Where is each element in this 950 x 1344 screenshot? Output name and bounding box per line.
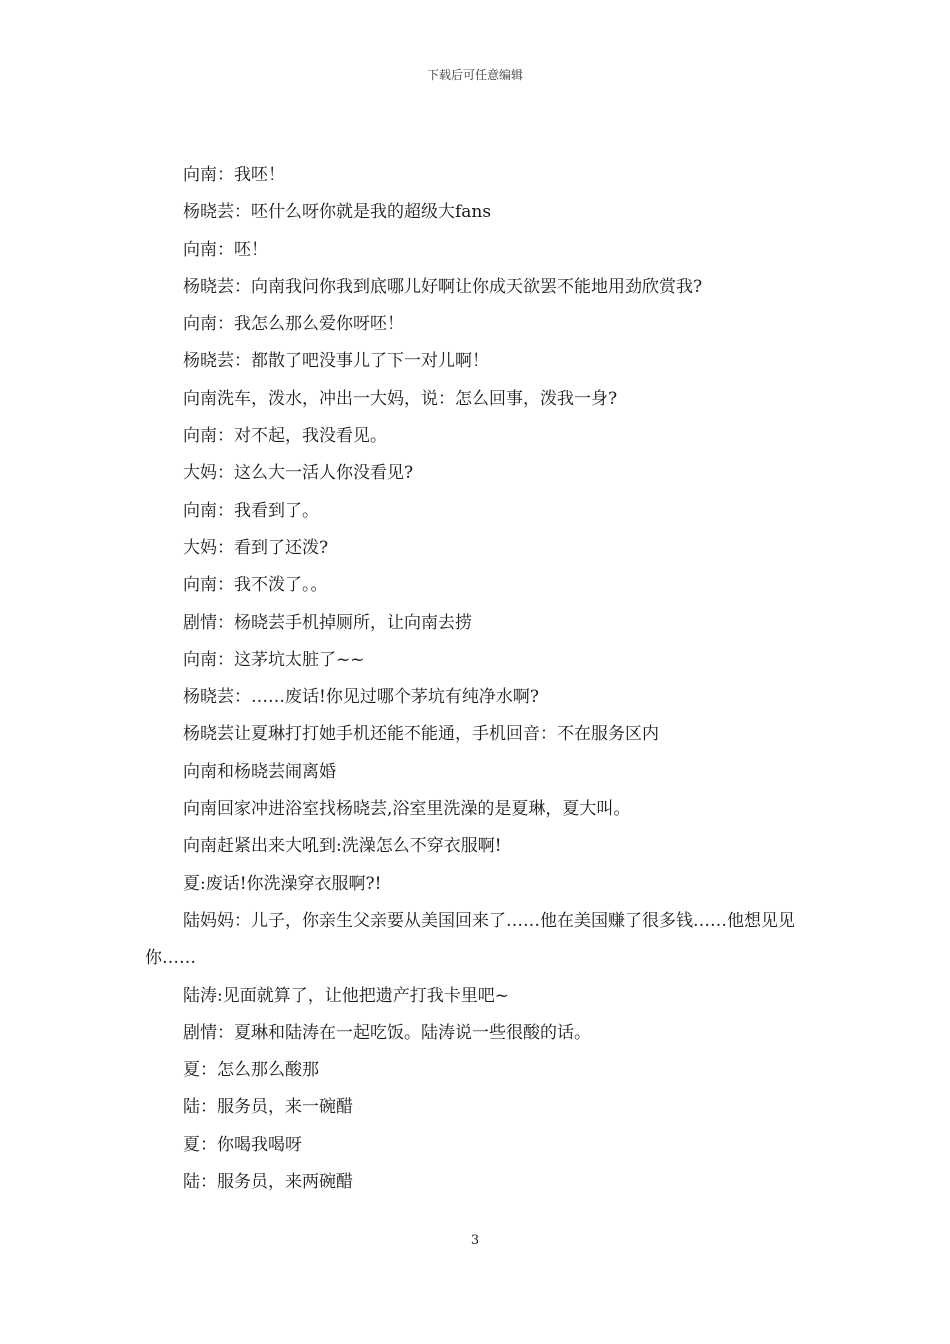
dialogue-line: 剧情：夏琳和陆涛在一起吃饭。陆涛说一些很酸的话。	[183, 1022, 591, 1043]
dialogue-line: 向南：对不起，我没看见。	[183, 426, 387, 447]
dialogue-line: 夏：怎么那么酸那	[183, 1060, 319, 1081]
dialogue-line: 向南和杨晓芸闹离婚	[183, 761, 336, 782]
dialogue-line: 陆：服务员，来两碗醋	[183, 1172, 353, 1193]
page-header: 下载后可任意编辑	[426, 68, 523, 82]
dialogue-line: 夏：你喝我喝呀	[183, 1134, 302, 1155]
dialogue-line: 夏:废话!你洗澡穿衣服啊?!	[183, 873, 382, 894]
dialogue-line: 杨晓芸：……废话!你见过哪个茅坑有纯净水啊?	[183, 687, 539, 708]
dialogue-line: 杨晓芸：都散了吧没事儿了下一对儿啊！	[183, 351, 489, 372]
dialogue-line: 向南赶紧出来大吼到:洗澡怎么不穿衣服啊!	[183, 836, 502, 857]
page-number: 3	[470, 1233, 480, 1248]
dialogue-line: 向南：我看到了。	[183, 500, 319, 521]
dialogue-line: 向南：我怎么那么爱你呀呸！	[183, 314, 404, 335]
dialogue-line: 向南：呸！	[183, 239, 268, 260]
dialogue-line: 陆妈妈：儿子，你亲生父亲要从美国回来了……他在美国赚了很多钱……他想见见你……	[145, 910, 795, 969]
dialogue-line: 向南：我呸！	[183, 165, 285, 185]
dialogue-line: 大妈：这么大一活人你没看见?	[183, 463, 414, 484]
dialogue-line: 剧情：杨晓芸手机掉厕所，让向南去捞	[183, 612, 472, 633]
dialogue-line: 向南洗车，泼水，冲出一大妈，说：怎么回事，泼我一身?	[183, 388, 618, 409]
dialogue-line: 向南：我不泼了。。	[183, 575, 328, 596]
dialogue-line: 杨晓芸：向南我问你我到底哪儿好啊让你成天欲罢不能地用劲欣赏我?	[183, 276, 703, 297]
dialogue-line: 向南回家冲进浴室找杨晓芸,浴室里洗澡的是夏琳，夏大叫。	[183, 799, 631, 820]
dialogue-line: 陆：服务员，来一碗醋	[183, 1097, 353, 1118]
dialogue-line: 陆涛:见面就算了，让他把遗产打我卡里吧~	[183, 985, 509, 1006]
dialogue-line: 杨晓芸让夏琳打打她手机还能不能通，手机回音：不在服务区内	[183, 724, 659, 745]
dialogue-line: 大妈：看到了还泼?	[183, 537, 329, 558]
dialogue-line: 向南：这茅坑太脏了~~	[183, 649, 365, 670]
dialogue-line: 杨晓芸：呸什么呀你就是我的超级大fans	[183, 202, 492, 223]
document-body	[145, 157, 815, 1201]
